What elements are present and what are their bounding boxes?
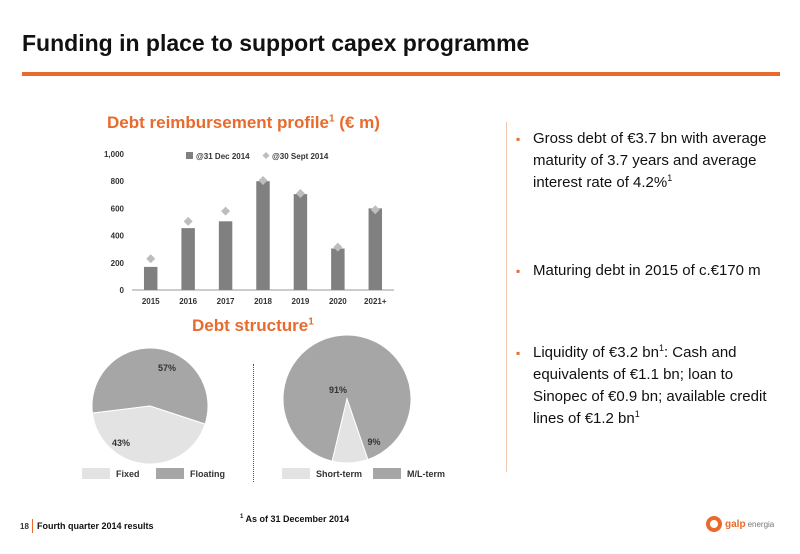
y-tick-label: 600 <box>110 204 124 214</box>
x-tick-label: 2018 <box>254 297 272 306</box>
legend-floating-label: Floating <box>190 468 225 479</box>
legend-fixed <box>82 468 140 479</box>
y-tick-label: 0 <box>119 286 124 295</box>
pie-slice-label: 91% <box>328 385 348 395</box>
y-tick-label: 400 <box>110 231 124 241</box>
pie-divider <box>253 364 254 482</box>
bullet-text: Maturing debt in 2015 of c.€170 m <box>533 262 761 279</box>
x-tick-label: 2019 <box>291 297 310 306</box>
debt-structure-title-text: Debt structure <box>192 316 309 335</box>
x-tick-label: 2020 <box>328 297 347 306</box>
bar-2019 <box>294 194 307 290</box>
bar-2018 <box>256 181 269 290</box>
pie-slice-label: 9% <box>367 437 381 447</box>
fixed-floating-pie-chart <box>90 346 210 466</box>
bar-chart-title-sup: 1 <box>329 113 335 125</box>
bar-2017 <box>219 221 232 290</box>
legend-fixed-swatch <box>82 468 110 479</box>
bar-chart-title-text: Debt reimbursement profile <box>107 113 329 132</box>
bar-2021+ <box>369 208 382 290</box>
footnote-marker: 1 <box>240 514 244 520</box>
company-logo <box>706 516 774 532</box>
legend-marker-swatch <box>263 152 270 159</box>
column-divider <box>506 122 507 472</box>
bullet-liquidity <box>516 342 774 430</box>
bar-chart-title <box>107 113 380 133</box>
bullet-marker: ▪ <box>516 346 521 360</box>
legend-floating <box>156 468 225 479</box>
bullet-text: Gross debt of €3.7 bn with average maturity of 3.7 years and average interest rate of 4.2%$^1$ <box>533 130 767 191</box>
pie-slice-label: 57% <box>157 363 177 373</box>
legend-ml-term-swatch <box>373 468 401 479</box>
debt-reimbursement-bar-chart <box>94 142 394 322</box>
legend-floating-swatch <box>156 468 184 479</box>
page-title: Funding in place to support capex programme <box>22 30 530 56</box>
legend-short-term-label: Short-term <box>316 468 363 479</box>
x-tick-label: 2021+ <box>364 297 387 306</box>
legend-marker-label: @30 Sept 2014 <box>272 152 329 161</box>
legend-ml-term <box>373 468 445 479</box>
galp-logo-icon <box>706 516 722 532</box>
footer-separator <box>32 519 33 533</box>
y-tick-label: 800 <box>110 177 124 187</box>
bullet-text: Liquidity of €3.2 $bn^1$: Cash and equivalents of €1.1 bn; loan to Sinopec of €0.9 bn; available credit lines of €1.2 $bn^1$ <box>533 343 767 427</box>
legend-ml-term-label: M/L-term <box>407 468 445 479</box>
y-tick-label: 1,000 <box>103 150 124 159</box>
x-tick-label: 2016 <box>179 297 198 306</box>
bar-2016 <box>181 228 194 290</box>
debt-structure-title-sup: 1 <box>308 316 314 328</box>
legend-fixed-label: Fixed <box>116 468 140 479</box>
legend-short-term-swatch <box>282 468 310 479</box>
bar-2020 <box>331 249 344 290</box>
legend-bar-label: @31 Dec 2014 <box>196 152 250 161</box>
marker-2015 <box>146 254 155 263</box>
term-pie-chart <box>282 334 412 464</box>
pie-slice-label: 43% <box>111 438 131 448</box>
bullet-maturing-debt <box>516 260 774 282</box>
footer-title: Fourth quarter 2014 results <box>37 521 154 531</box>
legend-bar-swatch <box>186 152 193 159</box>
footnote <box>240 514 349 524</box>
debt-structure-title <box>192 316 314 336</box>
marker-2016 <box>184 217 193 226</box>
y-tick-label: 200 <box>110 258 124 268</box>
x-tick-label: 2017 <box>216 297 235 306</box>
logo-subtitle: energia <box>747 519 775 529</box>
legend-short-term <box>282 468 362 479</box>
footnote-text: As of 31 December 2014 <box>245 514 350 524</box>
bar-2015 <box>144 267 157 290</box>
title-underline <box>22 72 780 76</box>
marker-2017 <box>221 207 230 216</box>
bullet-marker: ▪ <box>516 132 521 146</box>
bullet-marker: ▪ <box>516 264 521 278</box>
logo-wordmark: galp <box>725 518 746 530</box>
bar-chart-legend <box>186 152 329 161</box>
x-tick-label: 2015 <box>141 297 160 306</box>
page-number: 18 <box>20 522 29 531</box>
bullet-gross-debt <box>516 128 774 194</box>
bar-chart-title-suffix: (€ m) <box>339 113 380 132</box>
